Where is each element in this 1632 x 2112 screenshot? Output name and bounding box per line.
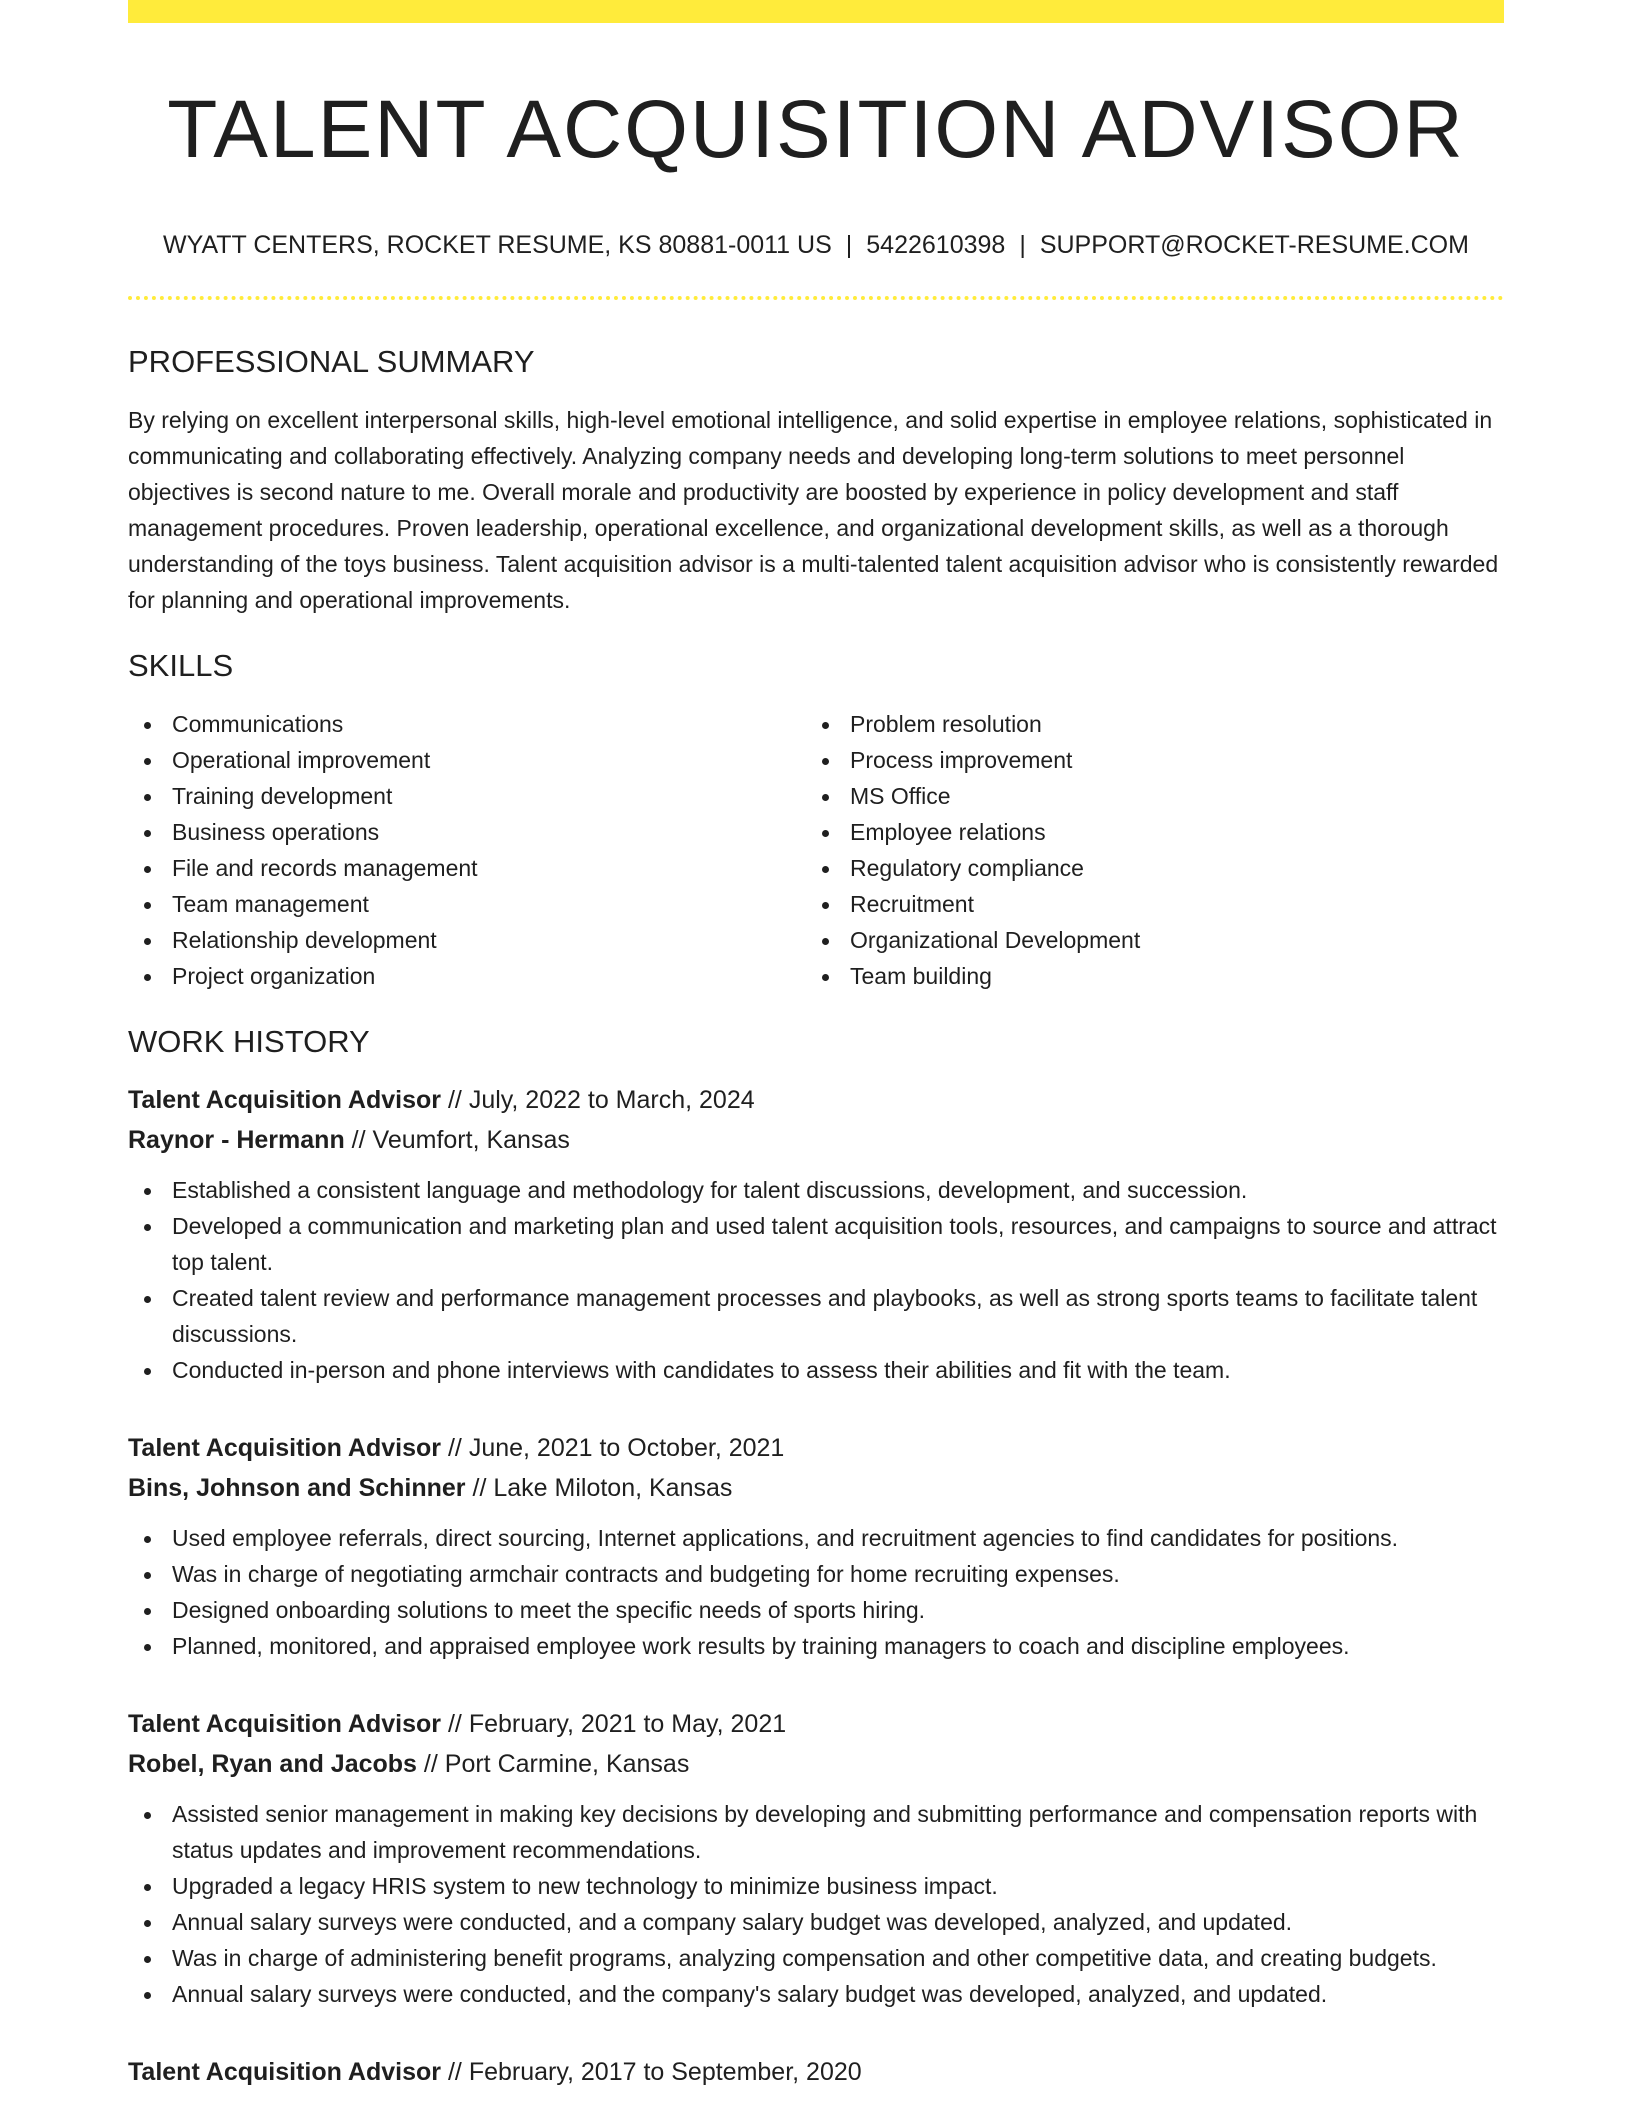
job-title-line — [128, 1080, 1504, 1120]
job-company: Raynor - Hermann — [128, 1126, 345, 1154]
job-bullet: Developed a communication and marketing plan and used talent acquisition tools, resources, and campaigns to source and attract top talent. — [128, 1208, 1504, 1280]
job-bullet: Designed onboarding solutions to meet the specific needs of sports hiring. — [128, 1592, 1504, 1628]
skill-item: Operational improvement — [128, 742, 806, 778]
job-separator: // — [351, 1126, 366, 1154]
job-company-line — [128, 1744, 1504, 1784]
job-bullet: Planned, monitored, and appraised employee work results by training managers to coach and discipline employees. — [128, 1628, 1504, 1664]
job-location: Lake Miloton, Kansas — [493, 1474, 733, 1502]
job-bullet: Was in charge of negotiating armchair contracts and budgeting for home recruiting expenses. — [128, 1556, 1504, 1592]
job-title-line — [128, 1704, 1504, 1744]
skill-item: Project organization — [128, 958, 806, 994]
skill-item: Team building — [806, 958, 1484, 994]
job-company: Robel, Ryan and Jacobs — [128, 1750, 417, 1778]
skills-column-left — [128, 706, 806, 994]
skill-item: Communications — [128, 706, 806, 742]
skills-list — [128, 706, 1504, 994]
skills-column-right — [806, 706, 1484, 994]
job-company-line — [128, 1120, 1504, 1160]
job-title: Talent Acquisition Advisor — [128, 1434, 441, 1462]
skill-item: Regulatory compliance — [806, 850, 1484, 886]
skill-item: Team management — [128, 886, 806, 922]
header-divider — [128, 296, 1504, 300]
resume-title: TALENT ACQUISITION ADVISOR — [167, 84, 1465, 175]
contact-address: WYATT CENTERS, ROCKET RESUME, KS 80881-0011 US — [163, 231, 832, 259]
job-separator: // — [447, 1710, 462, 1738]
job-dates: July, 2022 to March, 2024 — [468, 1086, 755, 1114]
skill-item: Organizational Development — [806, 922, 1484, 958]
job-entry — [128, 1080, 1504, 1388]
job-bullet: Used employee referrals, direct sourcing, Internet applications, and recruitment agencies to find candidates for positions. — [128, 1520, 1504, 1556]
skill-item: Employee relations — [806, 814, 1484, 850]
job-separator: // — [472, 1474, 487, 1502]
job-separator: // — [447, 2058, 462, 2086]
job-bullets — [128, 1796, 1504, 2012]
job-title: Talent Acquisition Advisor — [128, 1086, 441, 1114]
summary-text: By relying on excellent interpersonal skills, high-level emotional intelligence, and solid expertise in employee relations, sophisticated in communicating and collaborating effectively. Analyzing company needs and developing long-term solutions to meet personnel objectives is second nature to me. Overall morale and productivity are boosted by experience in policy development and staff management procedures. Proven leadership, operational excellence, and organizational development skills, as well as a thorough understanding of the toys business. Talent acquisition advisor is a multi-talented talent acquisition advisor who is consistently rewarded for planning and operational improvements. — [128, 407, 1499, 613]
contact-phone: 5422610398 — [866, 231, 1006, 259]
job-separator: // — [423, 1750, 438, 1778]
job-bullet: Was in charge of administering benefit programs, analyzing compensation and other competitive data, and creating budgets. — [128, 1940, 1504, 1976]
job-bullet: Annual salary surveys were conducted, and a company salary budget was developed, analyzed, and updated. — [128, 1904, 1504, 1940]
job-title: Talent Acquisition Advisor — [128, 2058, 441, 2086]
skill-item: Recruitment — [806, 886, 1484, 922]
job-bullets — [128, 1172, 1504, 1388]
job-title: Talent Acquisition Advisor — [128, 1710, 441, 1738]
job-company: Bins, Johnson and Schinner — [128, 1474, 466, 1502]
job-bullet: Established a consistent language and methodology for talent discussions, development, and succession. — [128, 1172, 1504, 1208]
contact-separator: | — [1019, 231, 1026, 259]
job-location: Port Carmine, Kansas — [444, 1750, 690, 1778]
job-dates: February, 2021 to May, 2021 — [468, 1710, 787, 1738]
job-separator: // — [447, 1086, 462, 1114]
skill-item: Process improvement — [806, 742, 1484, 778]
job-entry — [128, 1428, 1504, 1664]
summary-heading: PROFESSIONAL SUMMARY — [128, 344, 535, 379]
skill-item: Relationship development — [128, 922, 806, 958]
job-title-line — [128, 1428, 1504, 1468]
skill-item: File and records management — [128, 850, 806, 886]
job-bullet: Upgraded a legacy HRIS system to new technology to minimize business impact. — [128, 1868, 1504, 1904]
skill-item: Business operations — [128, 814, 806, 850]
job-dates: June, 2021 to October, 2021 — [468, 1434, 785, 1462]
job-entry — [128, 1704, 1504, 2012]
job-bullet: Annual salary surveys were conducted, and the company's salary budget was developed, analyzed, and updated. — [128, 1976, 1504, 2012]
work-history-heading: WORK HISTORY — [128, 1024, 370, 1059]
skill-item: Problem resolution — [806, 706, 1484, 742]
job-title-line — [128, 2052, 1504, 2092]
skills-heading: SKILLS — [128, 648, 234, 683]
job-bullet: Conducted in-person and phone interviews with candidates to assess their abilities and fit with the team. — [128, 1352, 1504, 1388]
job-bullet: Assisted senior management in making key decisions by developing and submitting performance and compensation reports with status updates and improvement recommendations. — [128, 1796, 1504, 1868]
job-dates: February, 2017 to September, 2020 — [468, 2058, 862, 2086]
job-bullets — [128, 1520, 1504, 1664]
contact-separator: | — [845, 231, 853, 259]
job-entry — [128, 2052, 1504, 2092]
job-bullet: Created talent review and performance management processes and playbooks, as well as strong sports teams to facilitate talent discussions. — [128, 1280, 1504, 1352]
resume-content — [128, 0, 1504, 2092]
skill-item: Training development — [128, 778, 806, 814]
contact-line — [128, 230, 1504, 260]
job-separator: // — [447, 1434, 462, 1462]
contact-email: SUPPORT@ROCKET-RESUME.COM — [1039, 231, 1469, 259]
job-company-line — [128, 1468, 1504, 1508]
skill-item: MS Office — [806, 778, 1484, 814]
job-location: Veumfort, Kansas — [372, 1126, 570, 1154]
